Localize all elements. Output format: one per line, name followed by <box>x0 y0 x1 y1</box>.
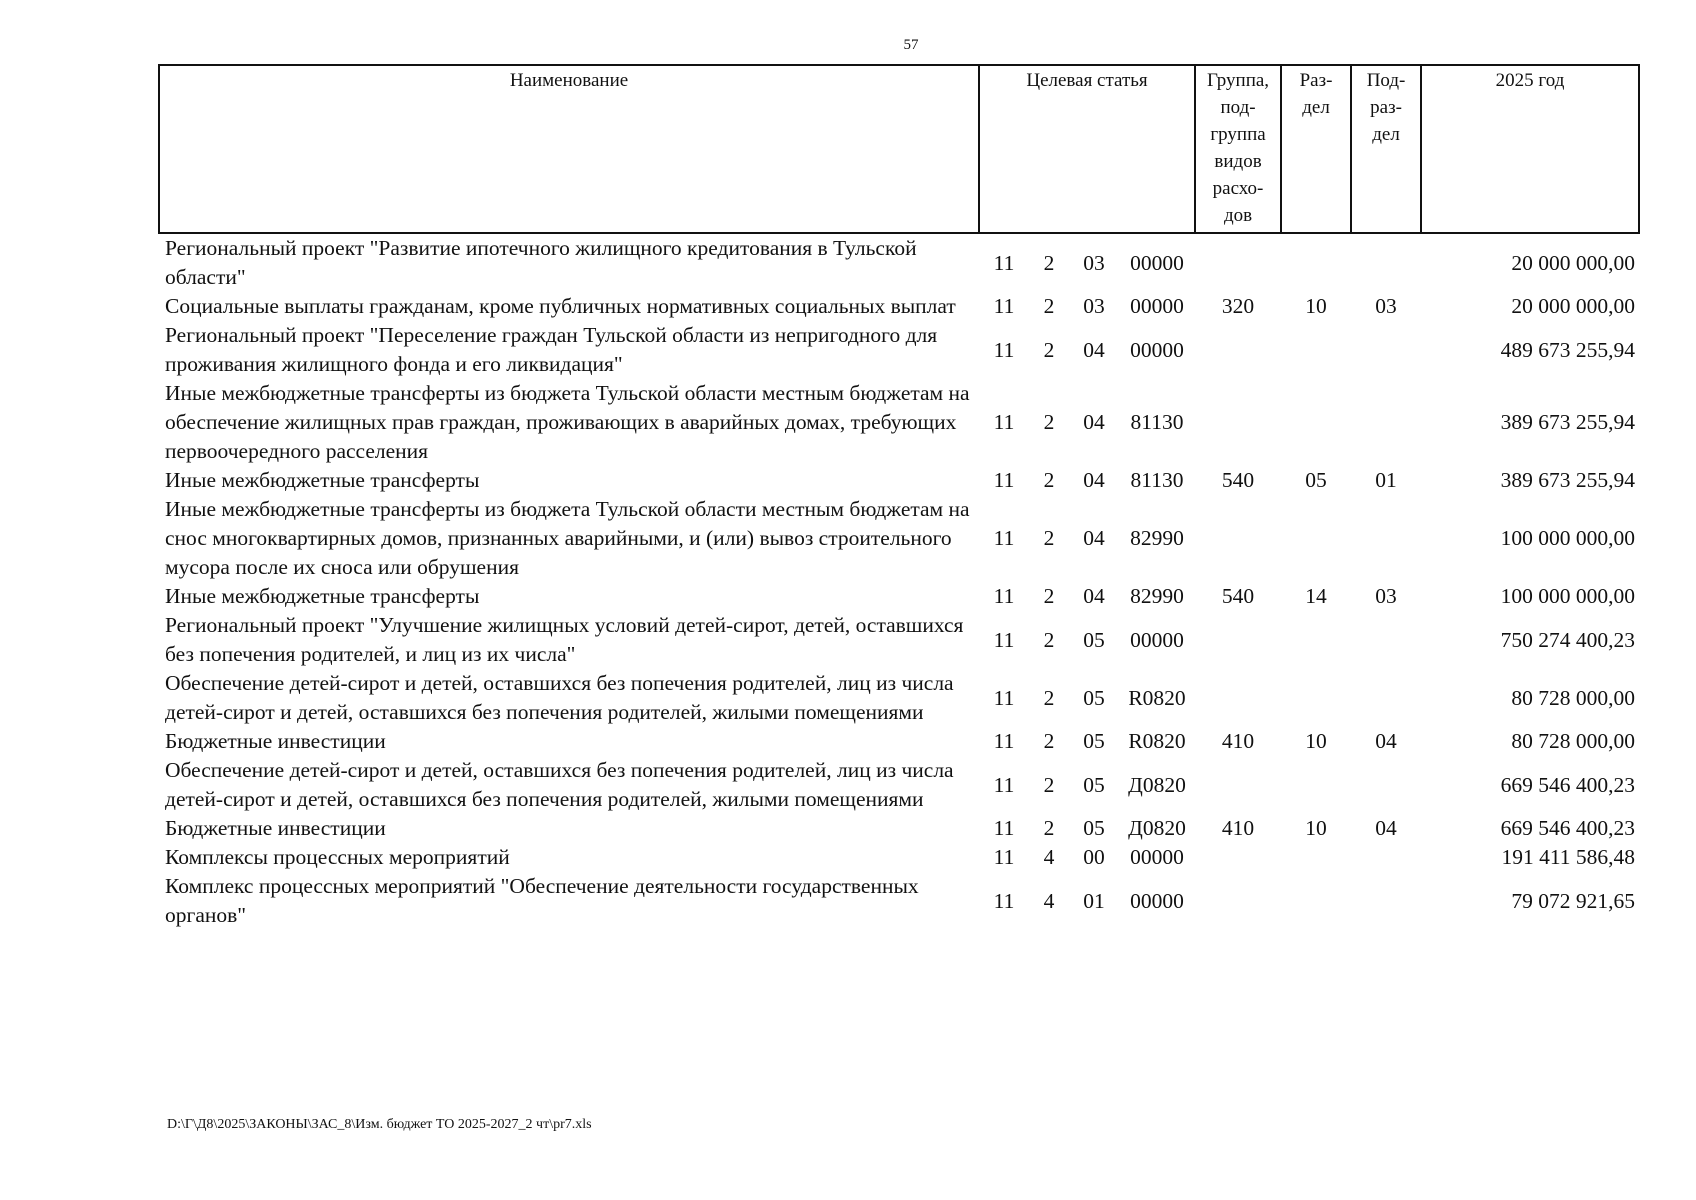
target-code-direction: R0820 <box>1128 685 1186 710</box>
target-code-structure: 00 <box>1083 845 1105 869</box>
budget-table <box>158 64 1640 930</box>
section: 10 <box>1305 816 1327 840</box>
subsection <box>1351 495 1421 582</box>
page-number: 57 <box>903 37 919 53</box>
header-target-article: Целевая статья <box>979 65 1195 233</box>
expense-group: 540 <box>1221 468 1255 492</box>
target-code-structure: 05 <box>1083 685 1105 710</box>
table-row <box>159 727 1639 756</box>
row-name: Иные межбюджетные трансферты из бюджета Тульской области местным бюджетам на обеспечение жилищных прав граждан, проживающих в аварийных домах, требующих первоочередного расселения <box>165 381 970 463</box>
table-row <box>159 669 1639 727</box>
row-name: Обеспечение детей-сирот и детей, оставшихся без попечения родителей, лиц из числа детей-сирот и детей, оставшихся без попечения родителей, жилыми помещениями <box>165 671 954 724</box>
subsection <box>1351 233 1421 292</box>
target-code-type: 2 <box>1043 294 1055 318</box>
amount-2025: 750 274 400,23 <box>1500 627 1636 652</box>
target-code-type: 2 <box>1043 337 1055 362</box>
row-name: Комплекс процессных мероприятий "Обеспечение деятельности государственных органов" <box>165 874 919 927</box>
target-code-program: 11 <box>993 729 1015 753</box>
expense-group <box>1195 669 1281 727</box>
expense-group: 540 <box>1221 584 1255 608</box>
target-code-direction: 00000 <box>1130 294 1184 318</box>
target-code-type: 2 <box>1043 772 1055 797</box>
target-code-type: 2 <box>1043 526 1055 550</box>
header-section: Раз- дел <box>1281 65 1351 233</box>
target-code-type: 4 <box>1043 888 1055 913</box>
section <box>1281 669 1351 727</box>
row-name: Региональный проект "Улучшение жилищных условий детей-сирот, детей, оставшихся без попечения родителей, и лиц из их числа" <box>165 613 964 666</box>
target-code-structure: 04 <box>1083 468 1105 492</box>
row-name: Бюджетные инвестиции <box>165 816 386 840</box>
file-path-footer: D:\Г\Д8\2025\ЗАКОНЫ\ЗАС_8\Изм. бюджет ТО 2025-2027_2 чт\pr7.xls <box>167 1117 592 1132</box>
target-code-structure: 04 <box>1083 584 1105 608</box>
target-code-structure: 05 <box>1083 627 1105 652</box>
expense-group <box>1195 843 1281 872</box>
table-row <box>159 611 1639 669</box>
subsection <box>1351 756 1421 814</box>
header-subsection: Под- раз- дел <box>1351 65 1421 233</box>
table-row <box>159 495 1639 582</box>
table-row <box>159 756 1639 814</box>
expense-group <box>1195 495 1281 582</box>
target-code-type: 4 <box>1043 845 1055 869</box>
target-code-type: 2 <box>1043 468 1055 492</box>
row-name: Иные межбюджетные трансферты из бюджета Тульской области местным бюджетам на снос многоквартирных домов, признанных аварийными, и (или) вывоз строительного мусора после их сноса или обрушения <box>165 497 970 579</box>
target-code-program: 11 <box>993 250 1015 275</box>
section: 10 <box>1305 294 1327 318</box>
amount-2025: 669 546 400,23 <box>1500 772 1636 797</box>
target-code-program: 11 <box>993 584 1015 608</box>
subsection: 03 <box>1375 294 1397 318</box>
amount-2025: 80 728 000,00 <box>1511 685 1636 710</box>
table-row <box>159 872 1639 930</box>
expense-group <box>1195 756 1281 814</box>
target-code-program: 11 <box>993 294 1015 318</box>
target-code-program: 11 <box>993 410 1015 434</box>
target-code-structure: 04 <box>1083 337 1105 362</box>
row-name: Региональный проект "Переселение граждан Тульской области из непригодного для проживания жилищного фонда и его ликвидация" <box>165 323 938 376</box>
target-code-structure: 01 <box>1083 888 1105 913</box>
target-code-program: 11 <box>993 337 1015 362</box>
target-code-direction: 00000 <box>1130 627 1184 652</box>
target-code-direction: Д0820 <box>1128 816 1186 840</box>
target-code-direction: 81130 <box>1130 410 1184 434</box>
amount-2025: 389 673 255,94 <box>1500 468 1636 492</box>
expense-group <box>1195 321 1281 379</box>
header-expense-group: Группа, под- группа видов расхо- дов <box>1195 65 1281 233</box>
amount-2025: 100 000 000,00 <box>1500 584 1636 608</box>
header-year-2025: 2025 год <box>1421 65 1639 233</box>
target-code-direction: 00000 <box>1130 845 1184 869</box>
section <box>1281 233 1351 292</box>
row-name: Региональный проект "Развитие ипотечного жилищного кредитования в Тульской области" <box>165 236 917 289</box>
target-code-structure: 05 <box>1083 729 1105 753</box>
subsection: 03 <box>1375 584 1397 608</box>
amount-2025: 100 000 000,00 <box>1500 526 1636 550</box>
target-code-direction: 81130 <box>1130 468 1184 492</box>
table-row <box>159 292 1639 321</box>
section <box>1281 872 1351 930</box>
expense-group: 320 <box>1221 294 1255 318</box>
section <box>1281 321 1351 379</box>
target-code-structure: 03 <box>1083 250 1105 275</box>
section <box>1281 756 1351 814</box>
target-code-direction: 00000 <box>1130 250 1184 275</box>
table-row <box>159 582 1639 611</box>
target-code-structure: 04 <box>1083 526 1105 550</box>
table-row <box>159 843 1639 872</box>
amount-2025: 79 072 921,65 <box>1511 888 1636 913</box>
subsection <box>1351 669 1421 727</box>
section <box>1281 611 1351 669</box>
subsection: 04 <box>1375 729 1397 753</box>
target-code-type: 2 <box>1043 627 1055 652</box>
target-code-program: 11 <box>993 772 1015 797</box>
section: 14 <box>1305 584 1327 608</box>
amount-2025: 489 673 255,94 <box>1500 337 1636 362</box>
table-header-row <box>159 65 1639 233</box>
target-code-program: 11 <box>993 627 1015 652</box>
target-code-type: 2 <box>1043 410 1055 434</box>
target-code-program: 11 <box>993 845 1015 869</box>
expense-group: 410 <box>1221 729 1255 753</box>
section <box>1281 843 1351 872</box>
row-name: Социальные выплаты гражданам, кроме публичных нормативных социальных выплат <box>165 294 956 318</box>
target-code-type: 2 <box>1043 584 1055 608</box>
header-name: Наименование <box>159 65 979 233</box>
subsection: 01 <box>1375 468 1397 492</box>
row-name: Обеспечение детей-сирот и детей, оставшихся без попечения родителей, лиц из числа детей-сирот и детей, оставшихся без попечения родителей, жилыми помещениями <box>165 758 954 811</box>
table-row <box>159 814 1639 843</box>
section <box>1281 379 1351 466</box>
subsection <box>1351 872 1421 930</box>
target-code-program: 11 <box>993 468 1015 492</box>
expense-group <box>1195 872 1281 930</box>
expense-group: 410 <box>1221 816 1255 840</box>
amount-2025: 389 673 255,94 <box>1500 410 1636 434</box>
target-code-type: 2 <box>1043 250 1055 275</box>
section <box>1281 495 1351 582</box>
target-code-direction: Д0820 <box>1128 772 1186 797</box>
target-code-direction: 00000 <box>1130 888 1184 913</box>
target-code-structure: 03 <box>1083 294 1105 318</box>
target-code-type: 2 <box>1043 729 1055 753</box>
section: 05 <box>1305 468 1327 492</box>
target-code-structure: 04 <box>1083 410 1105 434</box>
target-code-program: 11 <box>993 816 1015 840</box>
table-row <box>159 466 1639 495</box>
row-name: Иные межбюджетные трансферты <box>165 584 480 608</box>
target-code-program: 11 <box>993 888 1015 913</box>
subsection <box>1351 321 1421 379</box>
target-code-direction: 82990 <box>1130 526 1184 550</box>
subsection <box>1351 379 1421 466</box>
table-row <box>159 321 1639 379</box>
target-code-structure: 05 <box>1083 772 1105 797</box>
amount-2025: 80 728 000,00 <box>1511 729 1636 753</box>
subsection <box>1351 611 1421 669</box>
target-code-direction: 82990 <box>1130 584 1184 608</box>
expense-group <box>1195 379 1281 466</box>
target-code-program: 11 <box>993 685 1015 710</box>
target-code-direction: 00000 <box>1130 337 1184 362</box>
target-code-program: 11 <box>993 526 1015 550</box>
expense-group <box>1195 233 1281 292</box>
amount-2025: 20 000 000,00 <box>1511 250 1636 275</box>
target-code-type: 2 <box>1043 816 1055 840</box>
amount-2025: 20 000 000,00 <box>1511 294 1636 318</box>
subsection: 04 <box>1375 816 1397 840</box>
amount-2025: 191 411 586,48 <box>1501 845 1636 869</box>
expense-group <box>1195 611 1281 669</box>
table-row <box>159 233 1639 292</box>
amount-2025: 669 546 400,23 <box>1500 816 1636 840</box>
row-name: Комплексы процессных мероприятий <box>165 845 510 869</box>
row-name: Иные межбюджетные трансферты <box>165 468 480 492</box>
row-name: Бюджетные инвестиции <box>165 729 386 753</box>
target-code-type: 2 <box>1043 685 1055 710</box>
target-code-direction: R0820 <box>1128 729 1186 753</box>
table-row <box>159 379 1639 466</box>
section: 10 <box>1305 729 1327 753</box>
target-code-structure: 05 <box>1083 816 1105 840</box>
subsection <box>1351 843 1421 872</box>
